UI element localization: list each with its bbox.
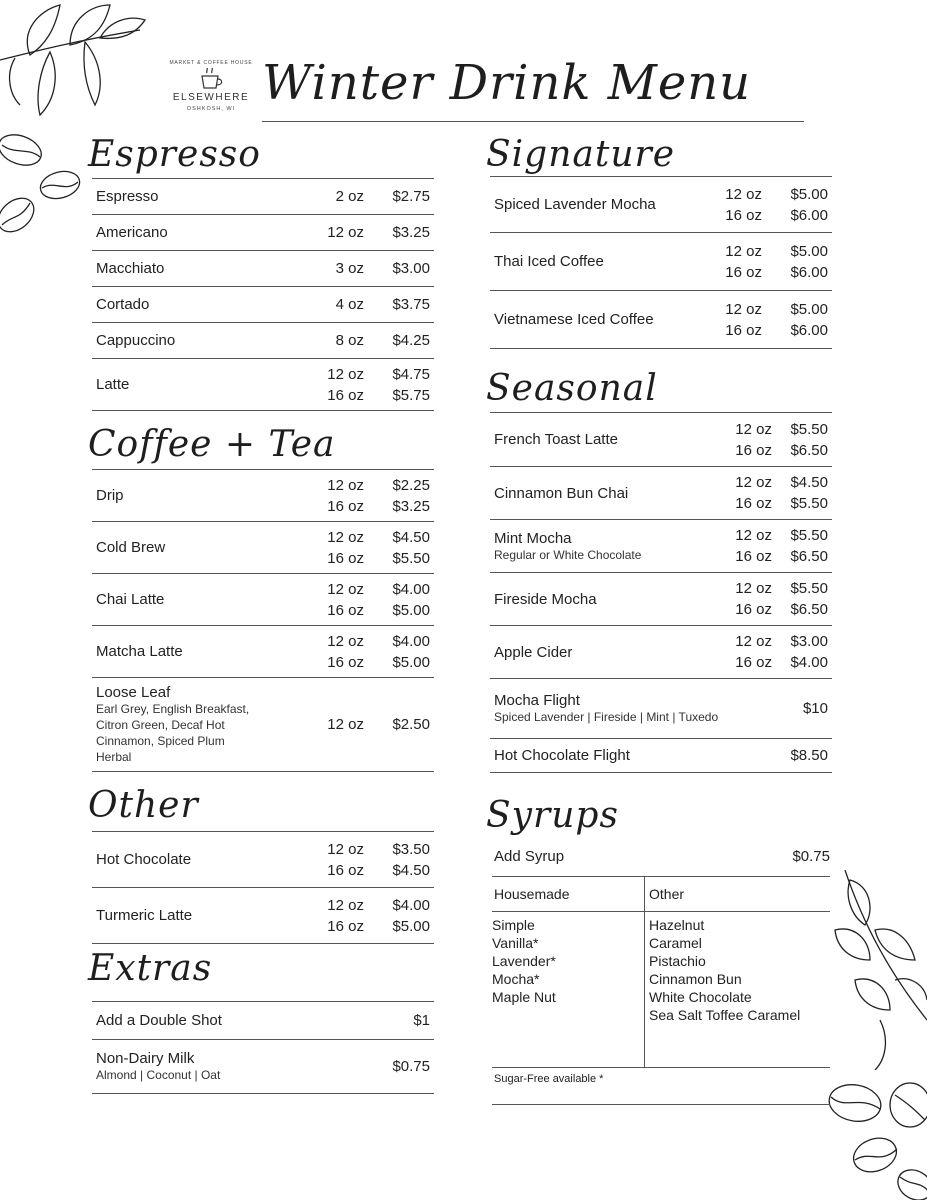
list-item: Sea Salt Toffee Caramel	[649, 1007, 801, 1023]
item-price: $4.00	[790, 654, 828, 671]
list-item	[490, 626, 832, 679]
item-size: 2 oz	[335, 188, 364, 205]
list-item	[92, 522, 434, 574]
list-item	[92, 470, 434, 522]
item-name: Chai Latte	[96, 591, 165, 608]
item-note: Almond | Coconut | Oat	[96, 1068, 221, 1082]
item-name: Cappuccino	[96, 332, 176, 349]
espresso-table	[92, 178, 434, 411]
list-item	[490, 291, 832, 349]
item-size: 16 oz	[735, 601, 772, 618]
logo-name: ELSEWHERE	[172, 92, 250, 103]
list-item	[490, 573, 832, 626]
signature-table	[490, 176, 832, 349]
list-item	[92, 678, 434, 772]
item-size: 12 oz	[327, 528, 364, 546]
item-size: 12 oz	[327, 580, 364, 598]
logo	[168, 56, 254, 118]
list-item	[490, 467, 832, 520]
item-price: $3.75	[392, 296, 430, 313]
item-size: 12 oz	[327, 365, 364, 383]
item-price: $2.75	[392, 188, 430, 205]
item-price: $0.75	[392, 1058, 430, 1075]
item-name: Add a Double Shot	[96, 1012, 222, 1029]
logo-city: OSHKOSH, WI	[186, 106, 236, 112]
item-price: $5.00	[392, 601, 430, 619]
item-size: 16 oz	[725, 321, 762, 339]
item-name: Hot Chocolate Flight	[494, 747, 630, 764]
item-name: Americano	[96, 224, 168, 241]
list-item: Hazelnut	[649, 917, 705, 933]
syrups-header	[492, 877, 830, 912]
add-syrup-price: $0.75	[792, 848, 830, 865]
item-name: Vietnamese Iced Coffee	[494, 311, 654, 328]
item-price: $4.50	[790, 474, 828, 491]
syrups-grid	[492, 876, 830, 1105]
title-divider	[262, 121, 804, 122]
item-name: Apple Cider	[494, 643, 573, 661]
item-name: Hot Chocolate	[96, 851, 192, 868]
list-item	[92, 215, 434, 251]
item-price: $3.25	[392, 224, 430, 241]
list-item: Vanilla*	[492, 935, 539, 951]
list-item: Simple	[492, 917, 535, 933]
item-name: Non-Dairy Milk	[96, 1050, 195, 1067]
list-item	[92, 626, 434, 678]
add-syrup-label: Add Syrup	[494, 848, 565, 865]
item-name: Loose Leaf	[96, 684, 171, 701]
item-price: $6.50	[790, 441, 828, 459]
item-name: Mocha Flight	[494, 692, 580, 709]
coffee-bean-icon	[825, 1075, 927, 1200]
list-item	[490, 739, 832, 773]
list-item	[92, 359, 434, 411]
item-size: 12 oz	[327, 896, 364, 914]
list-item	[490, 177, 832, 233]
item-price: $5.00	[392, 653, 430, 671]
item-price: $4.50	[392, 861, 430, 879]
item-price: $2.50	[392, 716, 430, 733]
seasonal-table	[490, 412, 832, 773]
section-title-signature: Signature	[486, 134, 676, 175]
list-item: Cinnamon Bun	[649, 971, 742, 987]
item-size: 16 oz	[725, 263, 762, 281]
item-size: 12 oz	[735, 527, 772, 544]
item-size: 16 oz	[735, 654, 772, 671]
section-title-extras: Extras	[88, 948, 213, 989]
item-note: Regular or White Chocolate	[494, 547, 642, 562]
item-name: Fireside Mocha	[494, 590, 597, 608]
item-price: $4.00	[392, 896, 430, 914]
item-size: 12 oz	[725, 185, 762, 203]
item-size: 12 oz	[327, 632, 364, 650]
section-title-espresso: Espresso	[88, 134, 261, 175]
item-price: $5.50	[392, 549, 430, 567]
leaf-branch-icon	[825, 870, 927, 1070]
housemade-list	[492, 912, 644, 1067]
list-item: Lavender*	[492, 953, 556, 969]
section-title-syrups: Syrups	[486, 795, 619, 836]
item-name: Macchiato	[96, 260, 165, 277]
other-header: Other	[644, 877, 830, 911]
item-price: $6.00	[790, 206, 828, 224]
item-size: 16 oz	[725, 206, 762, 224]
item-size: 12 oz	[735, 633, 772, 650]
item-price: $3.50	[392, 840, 430, 858]
item-size: 16 oz	[735, 441, 772, 459]
item-size: 16 oz	[327, 917, 364, 935]
section-title-seasonal: Seasonal	[486, 368, 658, 409]
item-price: $5.50	[790, 420, 828, 438]
coffee-tea-table	[92, 469, 434, 772]
item-price: $5.50	[790, 580, 828, 597]
item-size: 16 oz	[327, 497, 364, 515]
item-price: $3.25	[392, 497, 430, 515]
item-price: $2.25	[392, 476, 430, 494]
list-item	[92, 323, 434, 359]
item-size: 4 oz	[335, 296, 364, 313]
item-size: 16 oz	[327, 549, 364, 567]
item-name: Cortado	[96, 296, 150, 313]
list-item	[490, 233, 832, 291]
item-price: $6.50	[790, 548, 828, 565]
item-price: $3.00	[790, 633, 828, 650]
item-name: Turmeric Latte	[96, 907, 193, 924]
section-title-other: Other	[88, 785, 199, 826]
item-name: Thai Iced Coffee	[494, 253, 604, 270]
item-name: Cinnamon Bun Chai	[494, 484, 629, 502]
item-name: Cold Brew	[96, 539, 166, 556]
item-price: $4.25	[392, 332, 430, 349]
item-size: 16 oz	[735, 548, 772, 565]
item-note: Spiced Lavender | Fireside | Mint | Tuxedo	[494, 710, 719, 724]
item-price: $5.50	[790, 527, 828, 544]
item-price: $6.00	[790, 321, 828, 339]
logo-tagline: MARKET & COFFEE HOUSE	[169, 60, 253, 66]
item-price: $6.50	[790, 601, 828, 618]
syrups-footnote: Sugar-Free available *	[492, 1068, 830, 1105]
list-item: Pistachio	[649, 953, 706, 969]
list-item	[490, 413, 832, 467]
list-item	[490, 679, 832, 739]
list-item	[92, 574, 434, 626]
list-item	[92, 287, 434, 323]
item-price: $10	[802, 700, 828, 717]
item-size: 3 oz	[335, 260, 364, 277]
item-name: Spiced Lavender Mocha	[494, 196, 656, 213]
item-name: Mint Mocha	[494, 529, 572, 547]
coffee-bean-icon	[0, 125, 90, 245]
item-size: 12 oz	[327, 716, 364, 733]
item-price: $4.50	[392, 528, 430, 546]
item-note: Earl Grey, English Breakfast, Citron Green, Decaf Hot Cinnamon, Spiced Plum Herbal	[96, 702, 250, 764]
item-name: Espresso	[96, 188, 159, 205]
list-item	[92, 251, 434, 287]
page-title: Winter Drink Menu	[262, 55, 752, 111]
list-item	[92, 888, 434, 944]
item-size: 16 oz	[327, 386, 364, 404]
list-item	[490, 520, 832, 573]
list-item	[92, 832, 434, 888]
item-price: $5.50	[790, 495, 828, 512]
item-size: 12 oz	[725, 242, 762, 260]
list-item	[92, 1040, 434, 1094]
item-price: $4.75	[392, 365, 430, 383]
item-name: Matcha Latte	[96, 643, 183, 660]
item-size: 16 oz	[327, 653, 364, 671]
housemade-header: Housemade	[494, 886, 570, 902]
section-title-coffee-tea: Coffee + Tea	[88, 424, 336, 465]
add-syrup-row	[494, 848, 830, 865]
other-syrups-list	[644, 912, 830, 1067]
list-item: Maple Nut	[492, 989, 556, 1005]
item-name: Drip	[96, 487, 124, 504]
item-price: $5.75	[392, 386, 430, 404]
coffee-cup-icon	[198, 68, 224, 90]
item-price: $8.50	[790, 747, 828, 764]
list-item: White Chocolate	[649, 989, 752, 1005]
other-table	[92, 831, 434, 944]
item-size: 16 oz	[327, 861, 364, 879]
item-price: $3.00	[392, 260, 430, 277]
item-name: French Toast Latte	[494, 431, 618, 448]
list-item: Caramel	[649, 935, 702, 951]
item-size: 12 oz	[327, 224, 364, 241]
list-item	[92, 1002, 434, 1040]
extras-table	[92, 1001, 434, 1094]
item-price: $5.00	[392, 917, 430, 935]
item-size: 12 oz	[725, 300, 762, 318]
list-item	[92, 179, 434, 215]
item-size: 12 oz	[735, 420, 772, 438]
item-size: 8 oz	[335, 332, 364, 349]
item-size: 16 oz	[735, 495, 772, 512]
item-price: $5.00	[790, 300, 828, 318]
item-size: 12 oz	[327, 476, 364, 494]
item-name: Latte	[96, 376, 130, 393]
item-price: $5.00	[790, 242, 828, 260]
item-price: $1	[413, 1012, 430, 1029]
list-item: Mocha*	[492, 971, 540, 987]
item-price: $4.00	[392, 580, 430, 598]
item-size: 12 oz	[735, 580, 772, 597]
item-size: 12 oz	[327, 840, 364, 858]
item-price: $5.00	[790, 185, 828, 203]
syrups-body	[492, 912, 830, 1068]
item-size: 16 oz	[327, 601, 364, 619]
item-size: 12 oz	[735, 474, 772, 491]
item-price: $4.00	[392, 632, 430, 650]
item-price: $6.00	[790, 263, 828, 281]
